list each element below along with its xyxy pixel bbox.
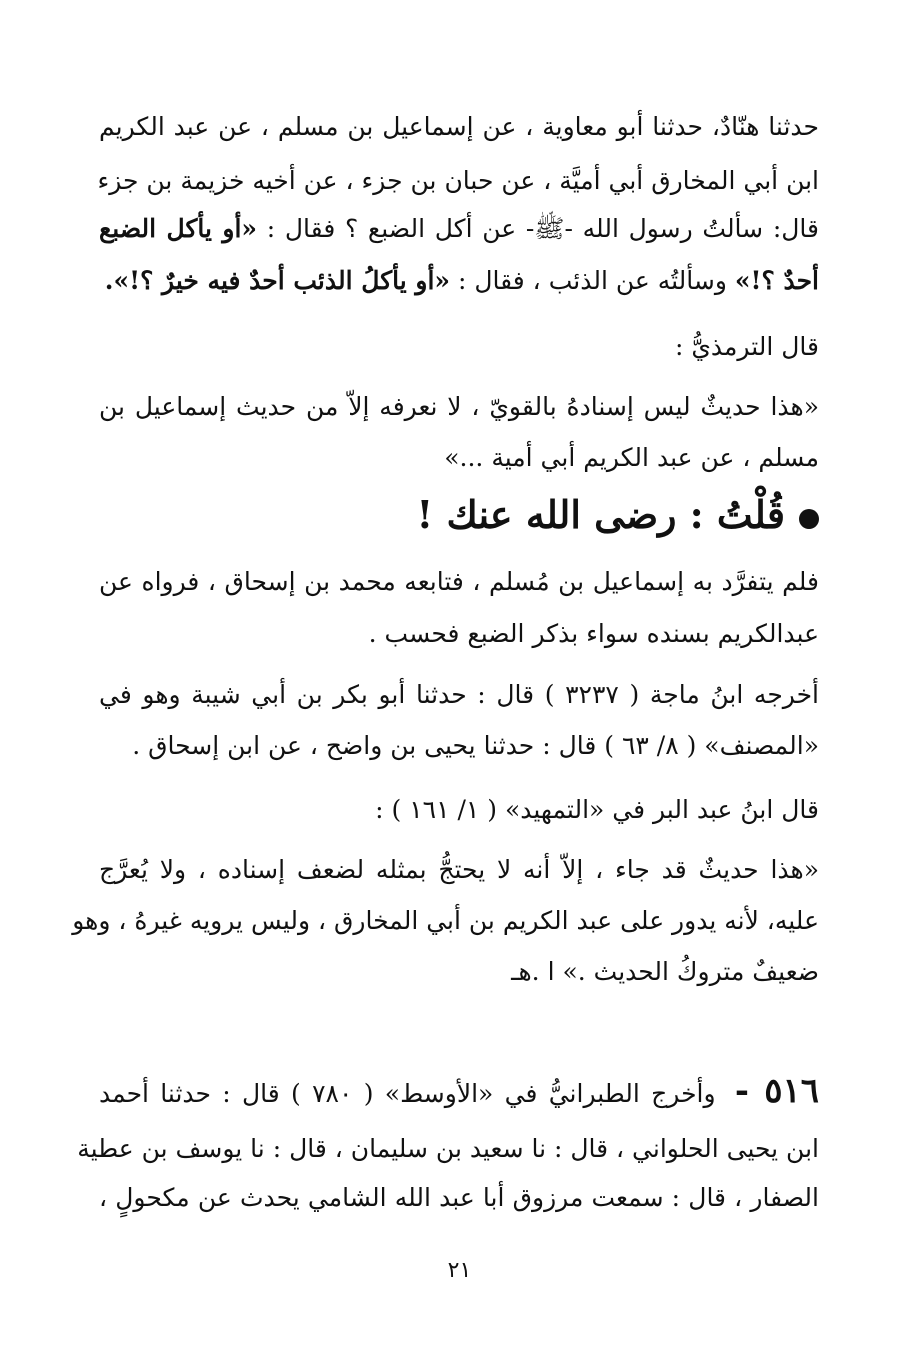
text-line: «هذا حديثٌ ليس إسنادهُ بالقويّ ، لا نعرفه إلاّ من حديث إسماعيل بن <box>99 392 819 421</box>
text-line: أخرجه ابنُ ماجة ( ٣٢٣٧ ) قال : حدثنا أبو بكر بن أبي شيبة وهو في <box>99 680 819 709</box>
section-heading: قُلْتُ : رضى الله عنك ! <box>417 492 819 538</box>
text-line <box>99 1071 819 1111</box>
text-segment: وأخرج الطبرانيُّ في «الأوسط» ( ٧٨٠ ) قال : حدثنا أحمد <box>99 1079 716 1108</box>
text-segment: وسألتُه عن الذئب ، فقال : <box>457 266 727 295</box>
text-line <box>99 214 819 244</box>
prophetic-quote: أحدٌ ؟!» <box>734 266 819 295</box>
hadith-number: ٥١٦ - <box>734 1071 819 1111</box>
text-line: فلم يتفرَّد به إسماعيل بن مُسلم ، فتابعه محمد بن إسحاق ، فرواه عن <box>99 567 819 596</box>
prophetic-quote: «أو يأكلُ الذئب أحدٌ فيه خيرٌ ؟!». <box>104 266 451 295</box>
text-line: حدثنا هنّادٌ، حدثنا أبو معاوية ، عن إسماعيل بن مسلم ، عن عبد الكريم <box>99 112 819 141</box>
text-line: مسلم ، عن عبد الكريم أبي أمية ...» <box>444 443 819 472</box>
text-line: ابن أبي المخارق أبي أميَّة ، عن حبان بن جزء ، عن أخيه خزيمة بن جزء <box>97 166 819 195</box>
text-line: عبدالكريم بسنده سواء بذكر الضبع فحسب . <box>368 619 819 648</box>
text-line: ابن يحيى الحلواني ، قال : نا سعيد بن سليمان ، قال : نا يوسف بن عطية <box>77 1134 819 1163</box>
prophetic-quote: «أو يأكل الضبع <box>99 214 258 243</box>
text-line: قال الترمذيُّ : <box>674 332 819 361</box>
bullet-icon <box>799 509 819 529</box>
text-line: قال ابنُ عبد البر في «التمهيد» ( ١/ ١٦١ ) : <box>375 795 819 824</box>
text-line <box>99 266 819 296</box>
text-segment: قال: سألتُ رسول الله -ﷺ- عن أكل الضبع ؟ فقال : <box>266 214 819 243</box>
text-line: ضعيفٌ متروكُ الحديث .» ا .هـ <box>511 957 819 986</box>
text-line: «المصنف» ( ٨/ ٦٣ ) قال : حدثنا يحيى بن واضح ، عن ابن إسحاق . <box>132 731 819 760</box>
text-line: الصفار ، قال : سمعت مرزوق أبا عبد الله الشامي يحدث عن مكحولٍ ، <box>99 1183 819 1212</box>
text-line: «هذا حديثٌ قد جاء ، إلاّ أنه لا يحتجُّ بمثله لضعف إسناده ، ولا يُعرَّج <box>99 855 819 884</box>
text-line: عليه، لأنه يدور على عبد الكريم بن أبي المخارق ، وليس يرويه غيرهُ ، وهو <box>72 906 819 935</box>
page-number: ٢١ <box>447 1258 472 1283</box>
